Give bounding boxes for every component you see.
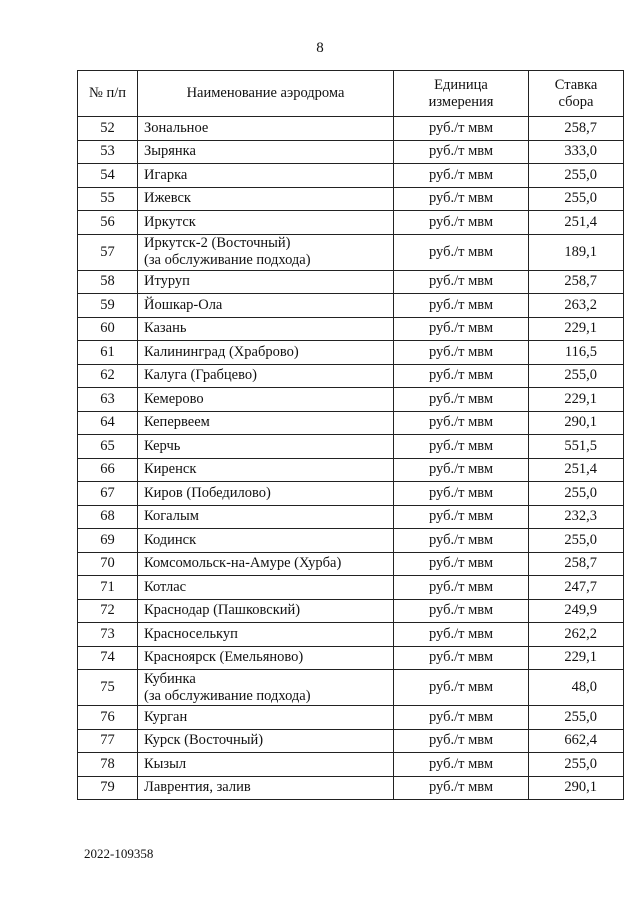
airport-name [138, 670, 394, 706]
fee-rate: 255,0 [529, 482, 624, 506]
airport-name-line: Комсомольск-на-Амуре (Хурба) [144, 555, 342, 572]
unit-of-measure: руб./т мвм [394, 482, 529, 506]
fee-rate: 232,3 [529, 505, 624, 529]
table-row [78, 776, 624, 800]
unit-of-measure: руб./т мвм [394, 411, 529, 435]
row-number: 71 [78, 576, 138, 600]
unit-of-measure: руб./т мвм [394, 364, 529, 388]
table-row [78, 505, 624, 529]
airport-name-line: Киров (Победилово) [144, 484, 271, 501]
table-row [78, 164, 624, 188]
airport-name [138, 388, 394, 412]
table-row [78, 599, 624, 623]
airport-name-line: (за обслуживание подхода) [144, 687, 311, 704]
row-number: 70 [78, 552, 138, 576]
airport-name-line: Киренск [144, 461, 197, 478]
unit-of-measure: руб./т мвм [394, 505, 529, 529]
airport-name-line: Когалым [144, 508, 199, 525]
unit-of-measure: руб./т мвм [394, 729, 529, 753]
fee-rate: 255,0 [529, 187, 624, 211]
fee-rate: 255,0 [529, 706, 624, 730]
table-row [78, 211, 624, 235]
unit-of-measure: руб./т мвм [394, 140, 529, 164]
airport-name-line: Иркутск-2 (Восточный) [144, 235, 291, 251]
airport-name [138, 364, 394, 388]
airport-name-line: Зональное [144, 119, 209, 136]
airport-name [138, 187, 394, 211]
unit-of-measure: руб./т мвм [394, 529, 529, 553]
row-number: 62 [78, 364, 138, 388]
row-number: 77 [78, 729, 138, 753]
row-number: 52 [78, 117, 138, 141]
unit-of-measure: руб./т мвм [394, 294, 529, 318]
row-number: 54 [78, 164, 138, 188]
table-row [78, 234, 624, 270]
airport-name-line: Зырянка [144, 143, 196, 160]
fee-rate: 189,1 [529, 234, 624, 270]
airport-name [138, 234, 394, 270]
airport-name-line: Керчь [144, 437, 181, 454]
fee-rate: 290,1 [529, 411, 624, 435]
table-row [78, 576, 624, 600]
table-row [78, 388, 624, 412]
table-row [78, 317, 624, 341]
header-unit-line-1: Единица [434, 76, 488, 93]
airport-name [138, 270, 394, 294]
airport-name [138, 458, 394, 482]
header-rate [529, 71, 624, 117]
airport-name-line: (за обслуживание подхода) [144, 252, 311, 268]
table-row [78, 364, 624, 388]
unit-of-measure: руб./т мвм [394, 646, 529, 670]
airport-name-line: Краснодар (Пашковский) [144, 602, 301, 619]
table-row [78, 670, 624, 706]
fee-rate: 247,7 [529, 576, 624, 600]
row-number: 73 [78, 623, 138, 647]
airport-name [138, 729, 394, 753]
row-number: 72 [78, 599, 138, 623]
fee-rate: 255,0 [529, 364, 624, 388]
airport-name [138, 411, 394, 435]
airport-name-line: Кубинка [144, 670, 196, 687]
fee-rate: 116,5 [529, 341, 624, 365]
row-number: 60 [78, 317, 138, 341]
airport-name [138, 482, 394, 506]
airport-name-line: Кодинск [144, 531, 197, 548]
row-number: 57 [78, 234, 138, 270]
airport-name [138, 341, 394, 365]
airport-name-line: Кемерово [144, 390, 204, 407]
row-number: 56 [78, 211, 138, 235]
header-rate-line-2: сбора [558, 93, 594, 110]
table-row [78, 341, 624, 365]
airport-rates-table [77, 70, 624, 800]
airport-name-line: Красноярск (Емельяново) [144, 649, 304, 666]
fee-rate: 333,0 [529, 140, 624, 164]
table-row [78, 552, 624, 576]
row-number: 69 [78, 529, 138, 553]
unit-of-measure: руб./т мвм [394, 341, 529, 365]
airport-name [138, 706, 394, 730]
airport-name [138, 623, 394, 647]
unit-of-measure: руб./т мвм [394, 211, 529, 235]
unit-of-measure: руб./т мвм [394, 164, 529, 188]
unit-of-measure: руб./т мвм [394, 599, 529, 623]
table-row [78, 458, 624, 482]
table-row [78, 729, 624, 753]
unit-of-measure: руб./т мвм [394, 388, 529, 412]
table-row [78, 411, 624, 435]
fee-rate: 229,1 [529, 317, 624, 341]
airport-name-line: Ижевск [144, 190, 191, 207]
fee-rate: 551,5 [529, 435, 624, 459]
airport-name-line: Итуруп [144, 273, 190, 290]
row-number: 75 [78, 670, 138, 706]
row-number: 58 [78, 270, 138, 294]
airport-name [138, 294, 394, 318]
airport-name-line: Казань [144, 320, 187, 337]
airport-name [138, 211, 394, 235]
unit-of-measure: руб./т мвм [394, 670, 529, 706]
airport-name [138, 117, 394, 141]
unit-of-measure: руб./т мвм [394, 576, 529, 600]
table-row [78, 435, 624, 459]
header-airport-name: Наименование аэродрома [138, 71, 394, 117]
table-row [78, 270, 624, 294]
unit-of-measure: руб./т мвм [394, 234, 529, 270]
airport-name [138, 552, 394, 576]
airport-name-line: Калининград (Храброво) [144, 343, 299, 360]
airport-name-line: Кепервеем [144, 414, 210, 431]
table-row [78, 140, 624, 164]
unit-of-measure: руб./т мвм [394, 753, 529, 777]
airport-name [138, 599, 394, 623]
unit-of-measure: руб./т мвм [394, 187, 529, 211]
unit-of-measure: руб./т мвм [394, 706, 529, 730]
table-row [78, 623, 624, 647]
fee-rate: 662,4 [529, 729, 624, 753]
table-row [78, 706, 624, 730]
fee-rate: 290,1 [529, 776, 624, 800]
unit-of-measure: руб./т мвм [394, 623, 529, 647]
row-number: 66 [78, 458, 138, 482]
airport-name [138, 576, 394, 600]
airport-name-line: Курск (Восточный) [144, 732, 264, 749]
table-row [78, 294, 624, 318]
page-number: 8 [316, 40, 324, 56]
airport-name-line: Йошкар-Ола [144, 296, 223, 313]
airport-name-line: Иркутск [144, 213, 196, 230]
airport-name-line: Лаврентия, залив [144, 779, 251, 796]
unit-of-measure: руб./т мвм [394, 776, 529, 800]
header-unit-line-2: измерения [428, 93, 494, 110]
unit-of-measure: руб./т мвм [394, 317, 529, 341]
airport-name [138, 317, 394, 341]
airport-name-line: Калуга (Грабцево) [144, 367, 257, 384]
fee-rate: 258,7 [529, 117, 624, 141]
table-row [78, 529, 624, 553]
header-rate-line-1: Ставка [554, 76, 598, 93]
airport-name [138, 505, 394, 529]
airport-name-line: Котлас [144, 578, 187, 595]
table-row [78, 646, 624, 670]
table-header-row [78, 71, 624, 117]
table-row [78, 187, 624, 211]
unit-of-measure: руб./т мвм [394, 270, 529, 294]
airport-name [138, 435, 394, 459]
row-number: 74 [78, 646, 138, 670]
header-number: № п/п [78, 71, 138, 117]
unit-of-measure: руб./т мвм [394, 117, 529, 141]
row-number: 78 [78, 753, 138, 777]
fee-rate: 263,2 [529, 294, 624, 318]
fee-rate: 258,7 [529, 552, 624, 576]
fee-rate: 251,4 [529, 458, 624, 482]
row-number: 63 [78, 388, 138, 412]
unit-of-measure: руб./т мвм [394, 458, 529, 482]
unit-of-measure: руб./т мвм [394, 435, 529, 459]
fee-rate: 229,1 [529, 388, 624, 412]
airport-name-line: Игарка [144, 166, 188, 183]
fee-rate: 229,1 [529, 646, 624, 670]
table-row [78, 482, 624, 506]
document-code: 2022-109358 [84, 846, 154, 861]
fee-rate: 258,7 [529, 270, 624, 294]
row-number: 55 [78, 187, 138, 211]
row-number: 64 [78, 411, 138, 435]
airport-name-line: Красноселькуп [144, 625, 238, 642]
fee-rate: 249,9 [529, 599, 624, 623]
airport-name [138, 164, 394, 188]
table-row [78, 753, 624, 777]
row-number: 65 [78, 435, 138, 459]
fee-rate: 255,0 [529, 164, 624, 188]
airport-name-line: Курган [144, 708, 188, 725]
fee-rate: 251,4 [529, 211, 624, 235]
header-unit [394, 71, 529, 117]
airport-name [138, 529, 394, 553]
table-row [78, 117, 624, 141]
table-body [78, 117, 624, 800]
airport-name-line: Кызыл [144, 755, 187, 772]
airport-name [138, 776, 394, 800]
row-number: 67 [78, 482, 138, 506]
row-number: 68 [78, 505, 138, 529]
airport-name [138, 646, 394, 670]
fee-rate: 262,2 [529, 623, 624, 647]
fee-rate: 48,0 [529, 670, 624, 706]
row-number: 53 [78, 140, 138, 164]
row-number: 79 [78, 776, 138, 800]
unit-of-measure: руб./т мвм [394, 552, 529, 576]
fee-rate: 255,0 [529, 529, 624, 553]
row-number: 59 [78, 294, 138, 318]
airport-name [138, 753, 394, 777]
airport-name [138, 140, 394, 164]
fee-rate: 255,0 [529, 753, 624, 777]
row-number: 76 [78, 706, 138, 730]
row-number: 61 [78, 341, 138, 365]
